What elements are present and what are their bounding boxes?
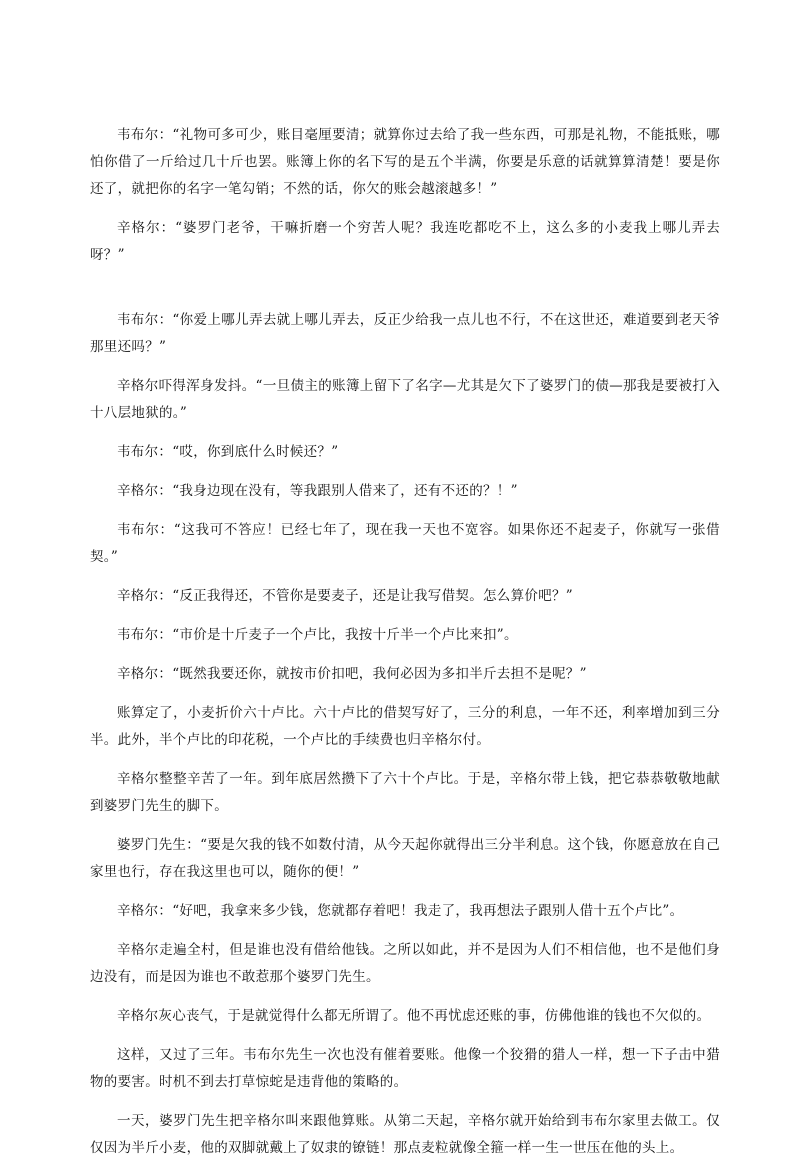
paragraph: 辛格尔：“婆罗门老爷，干嘛折磨一个穷苦人呢？我连吃都吃不上，这么多的小麦我上哪儿弄去呀？” [90, 220, 720, 263]
paragraph: 韦布尔：“礼物可多可少，账目毫厘要清；就算你过去给了我一些东西，可那是礼物，不能抵账，哪怕你借了一斤给过几十斤也罢。账簿上你的名下写的是五个半满，你要是乐意的话就算算清楚！要是你还了，就把你的名字一笔勾销；不然的话，你欠的账会越滚越多！” [90, 127, 720, 197]
paragraph: 韦布尔：“市价是十斤麦子一个卢比，我按十斤半一个卢比来扣”。 [117, 627, 518, 643]
paragraph: 账算定了，小麦折价六十卢比。六十卢比的借契写好了，三分的利息，一年不还，利率增加到三分半。此外，半个卢比的印花税，一个卢比的手续费也归辛格尔付。 [90, 705, 720, 748]
paragraph: 这样，又过了三年。韦布尔先生一次也没有催着要账。他像一个狡猾的猎人一样，想一下子击中猎物的要害。时机不到去打草惊蛇是违背他的策略的。 [90, 1047, 720, 1090]
paragraph: 辛格尔：“反正我得还，不管你是要麦子，还是让我写借契。怎么算价吧？” [117, 588, 574, 604]
paragraph-gap [90, 281, 720, 307]
paragraph: 辛格尔吓得浑身发抖。“一旦债主的账簿上留下了名字—尤其是欠下了婆罗门的债—那我是要被打入十八层地狱的。” [90, 378, 720, 421]
story-text [90, 122, 720, 1174]
paragraph: 婆罗门先生：“要是欠我的钱不如数付清，从今天起你就得出三分半利息。这个钱，你愿意放在自己家里也行，存在我这里也可以，随你的便！” [90, 837, 720, 880]
paragraph: 辛格尔整整辛苦了一年。到年底居然攒下了六十个卢比。于是，辛格尔带上钱，把它恭恭敬敬地献到婆罗门先生的脚下。 [90, 771, 720, 814]
paragraph: 一天，婆罗门先生把辛格尔叫来跟他算账。从第二天起，辛格尔就开始给到韦布尔家里去做工。仅仅因为半斤小麦，他的双脚就戴上了奴隶的镣链！那点麦粒就像全箍一样一生一世压在他的头上。 [90, 1113, 720, 1156]
paragraph: 韦布尔：“哎，你到底什么时候还？” [117, 444, 339, 460]
paragraph: 辛格尔走遍全村，但是谁也没有借给他钱。之所以如此，并不是因为人们不相信他，也不是他们身边没有，而是因为谁也不敢惹那个婆罗门先生。 [90, 942, 720, 985]
paragraph: 辛格尔：“既然我要还你，就按市价扣吧，我何必因为多扣半斤去担不是呢？” [117, 666, 587, 682]
paragraph: 辛格尔：“好吧，我拿来多少钱，您就都存着吧！我走了，我再想法子跟别人借十五个卢比”。 [117, 903, 684, 919]
paragraph: 辛格尔：“我身边现在没有，等我跟别人借来了，还有不还的？！” [117, 483, 518, 499]
paragraph: 辛格尔灰心丧气，于是就觉得什么都无所谓了。他不再忧虑还账的事，仿佛他谁的钱也不欠似的。 [117, 1008, 711, 1024]
paragraph: 韦布尔：“你爱上哪儿弄去就上哪儿弄去，反正少给我一点儿也不行，不在这世还，难道要到老天爷那里还吗？” [90, 312, 720, 355]
paragraph: 韦布尔：“这我可不答应！已经七年了，现在我一天也不宽容。如果你还不起麦子，你就写一张借契。” [90, 522, 720, 565]
